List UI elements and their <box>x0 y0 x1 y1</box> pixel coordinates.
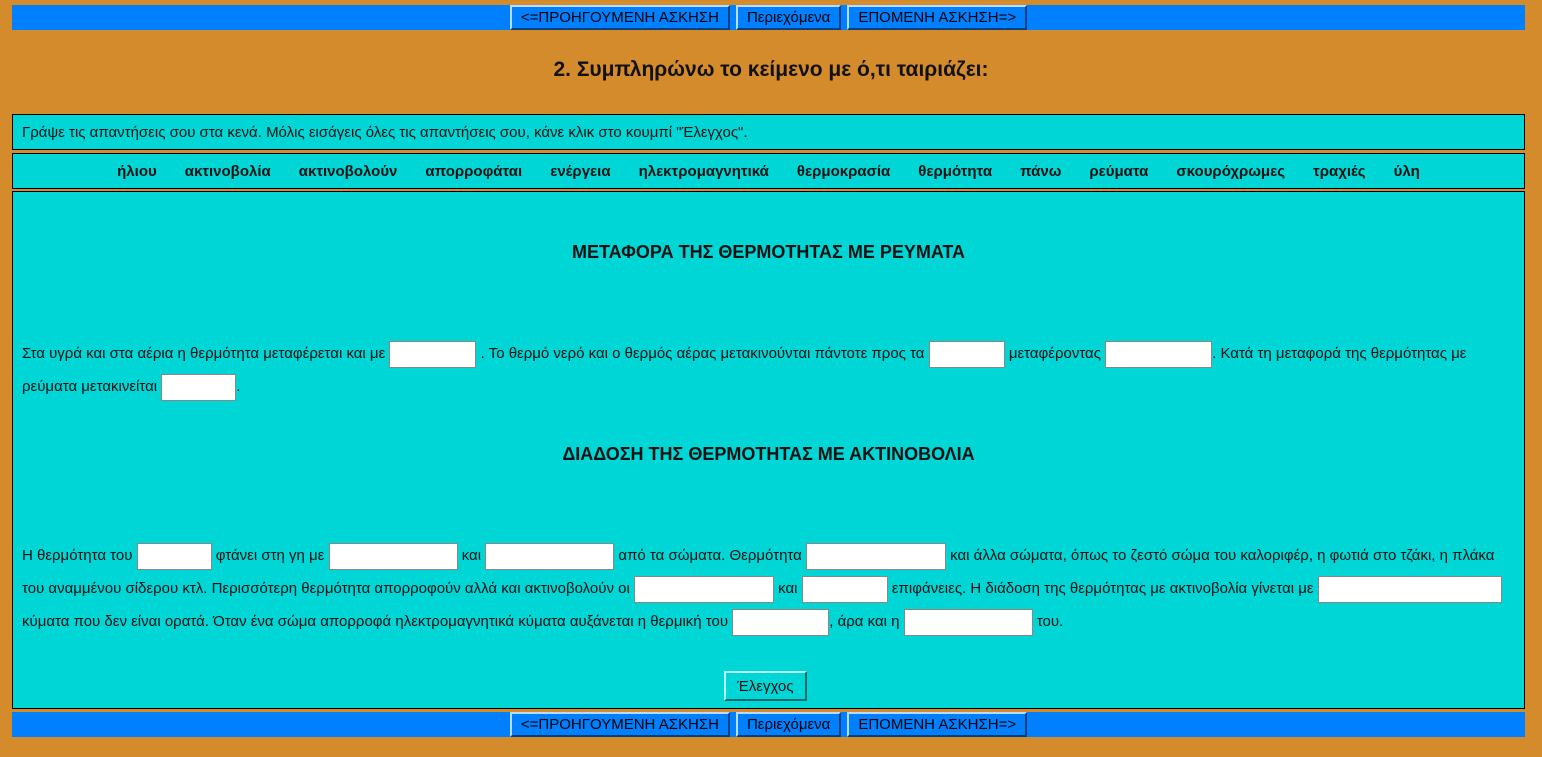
gap-input-11[interactable] <box>1318 576 1502 603</box>
word-bank-item: θερμοκρασία <box>796 162 891 180</box>
top-nav-bar <box>12 5 1525 30</box>
gap-input-6[interactable] <box>329 543 458 570</box>
word-bank-item: απορροφάται <box>425 162 523 180</box>
exercise-area <box>12 191 1525 709</box>
text-segment: μεταφέροντας <box>1008 345 1101 362</box>
gap-input-5[interactable] <box>137 543 212 570</box>
text-segment: . Κατά τη μεταφορά της θερμότητας με ρεύματα μετακινείται <box>22 345 1467 395</box>
section1-paragraph <box>22 337 1518 403</box>
text-segment: και άλλα σώματα, όπως το ζεστό σώμα του καλοριφέρ, η φωτιά στο τζάκι, η πλάκα του αναμμένου σίδερου κτλ. Περισσότερη θερμότητα απορροφούν αλλά και ακτινοβολούν οι <box>22 547 1495 597</box>
bottom-nav-bar <box>12 712 1525 737</box>
word-bank <box>12 153 1525 189</box>
gap-input-10[interactable] <box>802 576 888 603</box>
word-bank-item: πάνω <box>1020 162 1062 180</box>
word-bank-item: θερμότητα <box>918 162 993 180</box>
gap-input-2[interactable] <box>929 341 1005 368</box>
next-exercise-button[interactable]: ΕΠΟΜΕΝΗ ΑΣΚΗΣΗ=> <box>847 712 1027 737</box>
text-segment: και <box>461 547 482 564</box>
section1-heading: ΜΕΤΑΦΟΡΑ ΤΗΣ ΘΕΡΜΟΤΗΤΑΣ ΜΕ ΡΕΥΜΑΤΑ <box>571 242 966 262</box>
text-segment: . <box>236 378 241 395</box>
gap-input-9[interactable] <box>634 576 774 603</box>
text-segment: από τα σώματα. Θερμότητα <box>618 547 802 564</box>
text-segment: και <box>778 580 798 597</box>
word-bank-item: ηλεκτρομαγνητικά <box>638 162 769 180</box>
section2-paragraph <box>22 539 1518 638</box>
text-segment: . Το θερμό νερό και ο θερμός αέρας μετακινούνται πάντοτε προς τα <box>480 345 925 362</box>
gap-input-13[interactable] <box>904 609 1033 636</box>
contents-button[interactable]: Περιεχόμενα <box>736 5 841 30</box>
word-bank-item: σκουρόχρωμες <box>1176 162 1286 180</box>
word-bank-item: τραχιές <box>1313 162 1366 180</box>
gap-input-4[interactable] <box>161 374 236 401</box>
check-button[interactable]: Έλεγχος <box>724 671 807 701</box>
gap-input-3[interactable] <box>1105 341 1212 368</box>
text-segment: επιφάνειες. Η διάδοση της θερμότητας με ακτινοβολία γίνεται με <box>891 580 1314 597</box>
word-bank-item: ενέργεια <box>550 162 611 180</box>
gap-input-8[interactable] <box>806 543 946 570</box>
instructions-box <box>12 114 1525 150</box>
contents-button[interactable]: Περιεχόμενα <box>736 712 841 737</box>
word-bank-item: ύλη <box>1393 162 1420 180</box>
gap-input-1[interactable] <box>389 341 476 368</box>
text-segment: του. <box>1036 613 1064 630</box>
text-segment: κύματα που δεν είναι ορατά. Όταν ένα σώμα απορροφά ηλεκτρομαγνητικά κύματα αυξάνεται η θερμική του <box>22 613 729 630</box>
gap-input-7[interactable] <box>485 543 614 570</box>
gap-input-12[interactable] <box>732 609 829 636</box>
word-bank-item: ακτινοβολούν <box>298 162 398 180</box>
text-segment: , άρα και η <box>829 613 900 630</box>
page-title: 2. Συμπληρώνω το κείμενο με ό,τι ταιριάζει: <box>553 58 989 81</box>
word-bank-item: ρεύματα <box>1089 162 1149 180</box>
prev-exercise-button[interactable]: <=ΠΡΟΗΓΟΥΜΕΝΗ ΑΣΚΗΣΗ <box>510 712 730 737</box>
text-segment: φτάνει στη γη με <box>215 547 325 564</box>
text-segment: Η θερμότητα του <box>22 547 133 564</box>
text-segment: Στα υγρά και στα αέρια η θερμότητα μεταφέρεται και με <box>22 345 386 362</box>
section2-heading: ΔΙΑΔΟΣΗ ΤΗΣ ΘΕΡΜΟΤΗΤΑΣ ΜΕ ΑΚΤΙΝΟΒΟΛΙΑ <box>562 444 975 464</box>
prev-exercise-button[interactable]: <=ΠΡΟΗΓΟΥΜΕΝΗ ΑΣΚΗΣΗ <box>510 5 730 30</box>
word-bank-item: ακτινοβολία <box>184 162 271 180</box>
instructions-text: Γράψε τις απαντήσεις σου στα κενά. Μόλις εισάγεις όλες τις απαντήσεις σου, κάνε κλικ στο κουμπί "Έλεγχος". <box>22 123 748 141</box>
word-bank-item: ήλιου <box>117 162 157 180</box>
next-exercise-button[interactable]: ΕΠΟΜΕΝΗ ΑΣΚΗΣΗ=> <box>847 5 1027 30</box>
